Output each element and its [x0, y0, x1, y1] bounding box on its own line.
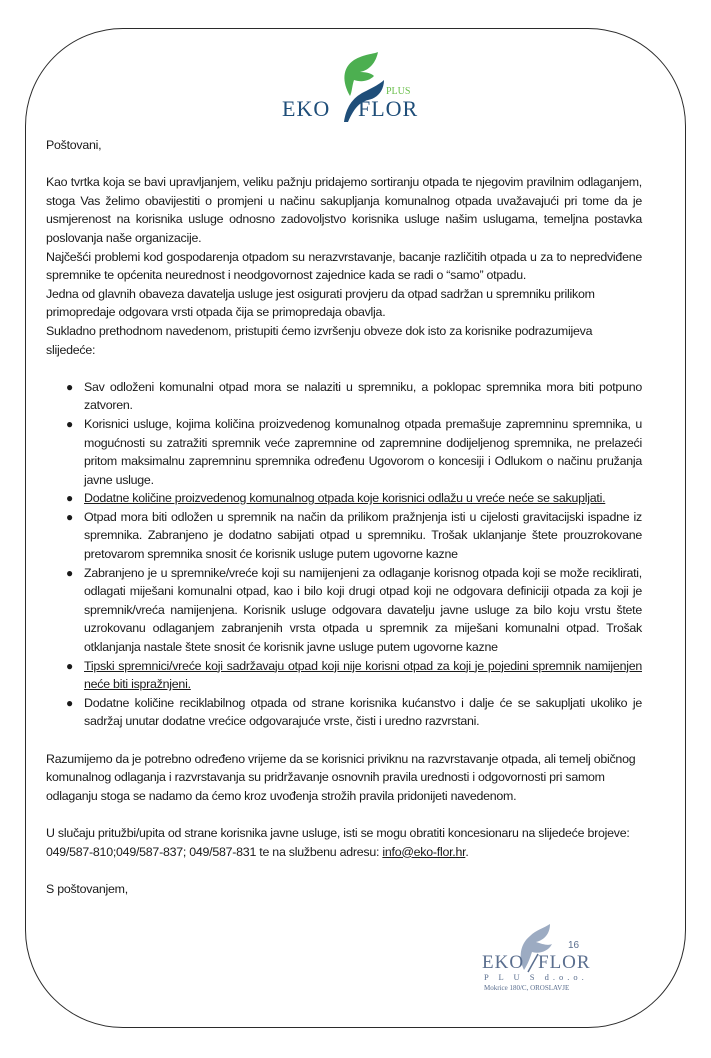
- company-stamp: [478, 924, 606, 994]
- salutation: Poštovani,: [46, 138, 102, 152]
- contact-text-end: .: [465, 844, 469, 859]
- bullet-icon: ●: [66, 695, 73, 710]
- rule-text: Zabranjeno je u spremnike/vreće koji su namijenjeni za odlaganje korisnog otpada koji se može reciklirati, odlagati miješani komunalni otpad, kao i bilo koji drugi otpad koji ne odgovara definiciji otpada za koji je spremnik/vreća namijenjena. Korisnik usluge odgovara davatelju javne usluge za bilo koju vrstu štete uzrokovanu odlaganjem zabranjenih vrsta otpada u spremnik za miješani komunalni otpad. Trošak otklanjanja nastale štete snosit će korisnik javne usluge putem ugovorne kazne: [84, 565, 642, 655]
- problems-paragraph: Najčešći problemi kod gospodarenja otpadom su nerazvrstavanje, bacanje različitih otpada u za to nepredviđene spremnike te općenita neurednost i neodgovornost zajednice kada se radi o “samo” otpadu.: [46, 249, 642, 283]
- rule-text: Korisnici usluge, kojima količina proizvedenog komunalnog otpada premašuje zapremninu spremnika, u mogućnosti su zatražiti spremnik veće zapremnine od zapremnine dodijeljenog spremnika, ne prelazeći pritom maksimalnu zapremninu spremnika određenu Ugovorom o koncesiji i Odlukom o načinu pružanja javne usluge.: [84, 416, 642, 487]
- rule-text: Sav odloženi komunalni otpad mora se nalaziti u spremniku, a poklopac spremnika mora biti potpuno zatvoren.: [84, 379, 642, 413]
- logo-text-plus: PLUS: [386, 86, 411, 97]
- contact-text: U slučaju pritužbi/upita od strane korisnika javne usluge, isti se mogu obratiti koncesionaru na slijedeće brojeve: 049/587-810;049/587-837; 049/587-831 te na službenu adresu:: [46, 825, 630, 859]
- rule-item: [46, 378, 642, 415]
- bullet-icon: ●: [66, 379, 73, 394]
- rules-list: [46, 378, 642, 731]
- rule-text-underlined: Tipski spremnici/vreće koji sadržavaju otpad koji nije korisni otpad za koji je pojedini spremnik namijenjen neće biti ispražnjeni.: [84, 658, 642, 692]
- rule-text: Otpad mora biti odložen u spremnik na način da prilikom pražnjenja isti u cijelosti gravitacijski ispadne iz spremnika. Zabranjeno je dodatno sabijati otpad u spremniku. Trošak uklanjanje štete prouzrokovane pretovarom spremnika snosit će korisnik usluge putem ugovorne kazne: [84, 509, 642, 562]
- closing: S poštovanjem,: [46, 881, 128, 896]
- rule-item: [46, 508, 642, 564]
- bullet-icon: ●: [66, 565, 73, 580]
- spacer: [46, 359, 642, 378]
- obligation-paragraph: Jedna od glavnih obaveza davatelja usluge jest osigurati provjeru da otpad sadržan u spremniku prilikom primopredaje odgovara vrsti otpada čija se primopredaja obavlja.: [46, 286, 595, 320]
- rule-item: [46, 694, 642, 731]
- logo-text-flor: FLOR: [358, 96, 419, 121]
- bullet-icon: ●: [66, 509, 73, 524]
- spacer: [46, 731, 642, 750]
- rule-item: [46, 489, 642, 508]
- stamp-address: Mokrice 180/C, OROSLAVJE: [484, 984, 570, 992]
- eko-flor-plus-logo: [278, 52, 428, 124]
- rule-text: Dodatne količine reciklabilnog otpada od strane korisnika kućanstvo i dalje će se sakupljati ukoliko je sadržaj unutar dodatne vrećice odgovarajuće vrste, čisti i uredno razvrstani.: [84, 695, 642, 729]
- spacer: [46, 155, 642, 174]
- bullet-icon: ●: [66, 491, 73, 506]
- stamp-line2: P L U S d.o.o.: [484, 972, 588, 982]
- intro-paragraph: Kao tvrtka koja se bavi upravljanjem, veliku pažnju pridajemo sortiranju otpada te njegovim pravilnim odlaganjem, stoga Vas želimo obavijestiti o promjeni u načinu sakupljanja komunalnog otpada uvažavajući pri tome da je usmjerenost na korisnika usluge odnosno zadovoljstvo korisnika usluge našim uslugama, temeljna postavka poslovanja naše organizacije.: [46, 175, 642, 245]
- email-link[interactable]: info@eko-flor.hr: [382, 844, 466, 859]
- spacer: [46, 805, 642, 824]
- bullet-icon: ●: [66, 658, 73, 673]
- bullet-icon: ●: [66, 416, 73, 431]
- rule-text-underlined: Dodatne količine proizvedenog komunalnog otpada koje korisnici odlažu u vreće neće se sakupljati.: [84, 491, 606, 506]
- rule-item: [46, 657, 642, 694]
- letter-body: [46, 136, 642, 898]
- stamp-number: 16: [568, 940, 580, 951]
- rule-item: [46, 415, 642, 489]
- logo-text-eko: EKO: [282, 96, 331, 121]
- understanding-paragraph: Razumijemo da je potrebno određeno vrijeme da se korisnici priviknu na razvrstavanje otpada, ali temelj običnog komunalnog odlaganja i razvrstavanja su pridržavanje osnovnih pravila urednosti i odgovornosti pri samom odlaganju stoga se nadamo da ćemo kroz uvođenja strožih pravila pridonijeti navedenom.: [46, 751, 636, 803]
- spacer: [46, 861, 642, 880]
- stamp-text-eko: EKO: [482, 952, 525, 973]
- accordingly-paragraph: Sukladno prethodnom navedenom, pristupiti ćemo izvršenju obveze dok isto za korisnike podrazumijeva slijedeće:: [46, 323, 593, 357]
- contact-paragraph: [46, 824, 642, 861]
- rule-item: [46, 564, 642, 657]
- stamp-text-flor: FLOR: [538, 952, 591, 973]
